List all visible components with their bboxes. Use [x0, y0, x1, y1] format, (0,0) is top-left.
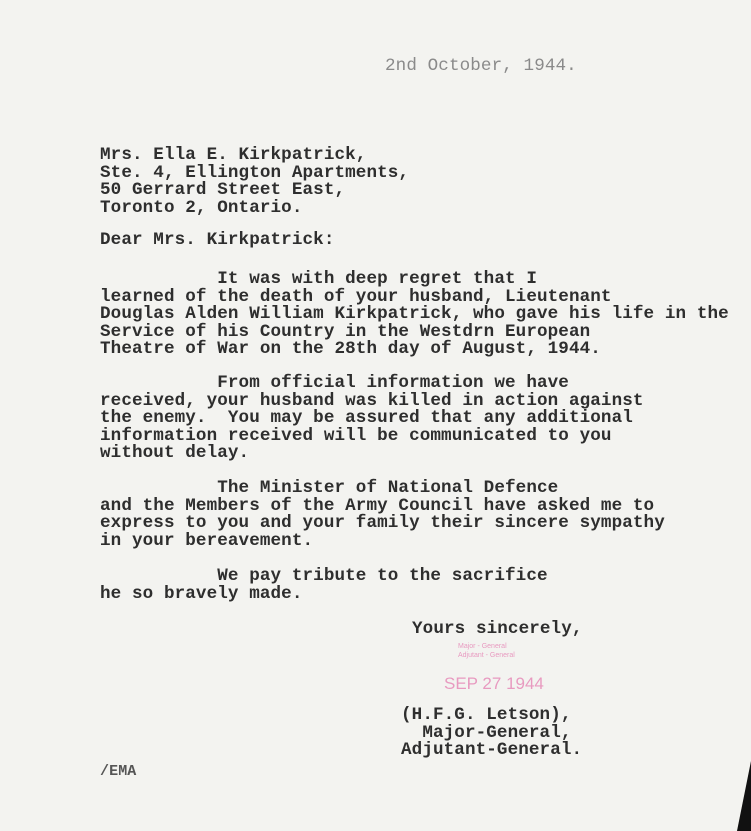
text-line: received, your husband was killed in action against: [100, 390, 644, 411]
text-line: without delay.: [100, 443, 250, 464]
signature-line: Adjutant-General.: [401, 740, 583, 761]
page-edge-shadow: [737, 761, 751, 831]
stamp-title: [458, 642, 515, 660]
paragraph-2: [100, 375, 644, 463]
recipient-address: [100, 147, 409, 217]
text-line: he so bravely made.: [100, 583, 303, 604]
signature-line: (H.F.G. Letson),: [401, 705, 572, 725]
date-stamp: SEP 27 1944: [444, 674, 544, 693]
paragraph-4: [100, 568, 548, 603]
text-line: express to you and your family their sincere sympathy: [100, 513, 665, 534]
text-line: the enemy. You may be assured that any additional: [100, 408, 633, 429]
text-line: Service of his Country in the Westdrn European: [100, 321, 591, 342]
text-line: Douglas Alden William Kirkpatrick, who gave his life in the: [100, 304, 729, 325]
address-line: 50 Gerrard Street East,: [100, 180, 346, 201]
stamp-line: Adjutant - General: [458, 652, 515, 659]
closing: Yours sincerely,: [412, 619, 583, 639]
text-line: information received will be communicated to you: [100, 425, 612, 446]
text-line: learned of the death of your husband, Lieutenant: [100, 286, 612, 307]
stamp-line: Major - General: [458, 643, 507, 650]
paragraph-1: [100, 271, 729, 359]
address-line: Toronto 2, Ontario.: [100, 197, 303, 218]
text-line: We pay tribute to the sacrifice: [100, 566, 548, 586]
text-line: From official information we have: [100, 373, 569, 393]
salutation: Dear Mrs. Kirkpatrick:: [100, 230, 335, 250]
signature-line: Major-General,: [401, 722, 572, 743]
letter-date: 2nd October, 1944.: [385, 56, 577, 76]
paragraph-3: [100, 480, 665, 550]
text-line: The Minister of National Defence: [100, 478, 559, 498]
address-line: Ste. 4, Ellington Apartments,: [100, 162, 410, 183]
text-line: Theatre of War on the 28th day of August, 1944.: [100, 339, 601, 360]
signature-block: [401, 707, 582, 760]
text-line: and the Members of the Army Council have asked me to: [100, 495, 655, 516]
address-line: Mrs. Ella E. Kirkpatrick,: [100, 145, 367, 165]
typist-reference: /EMA: [100, 763, 137, 780]
text-line: It was with deep regret that I: [100, 269, 537, 289]
text-line: in your bereavement.: [100, 530, 314, 551]
